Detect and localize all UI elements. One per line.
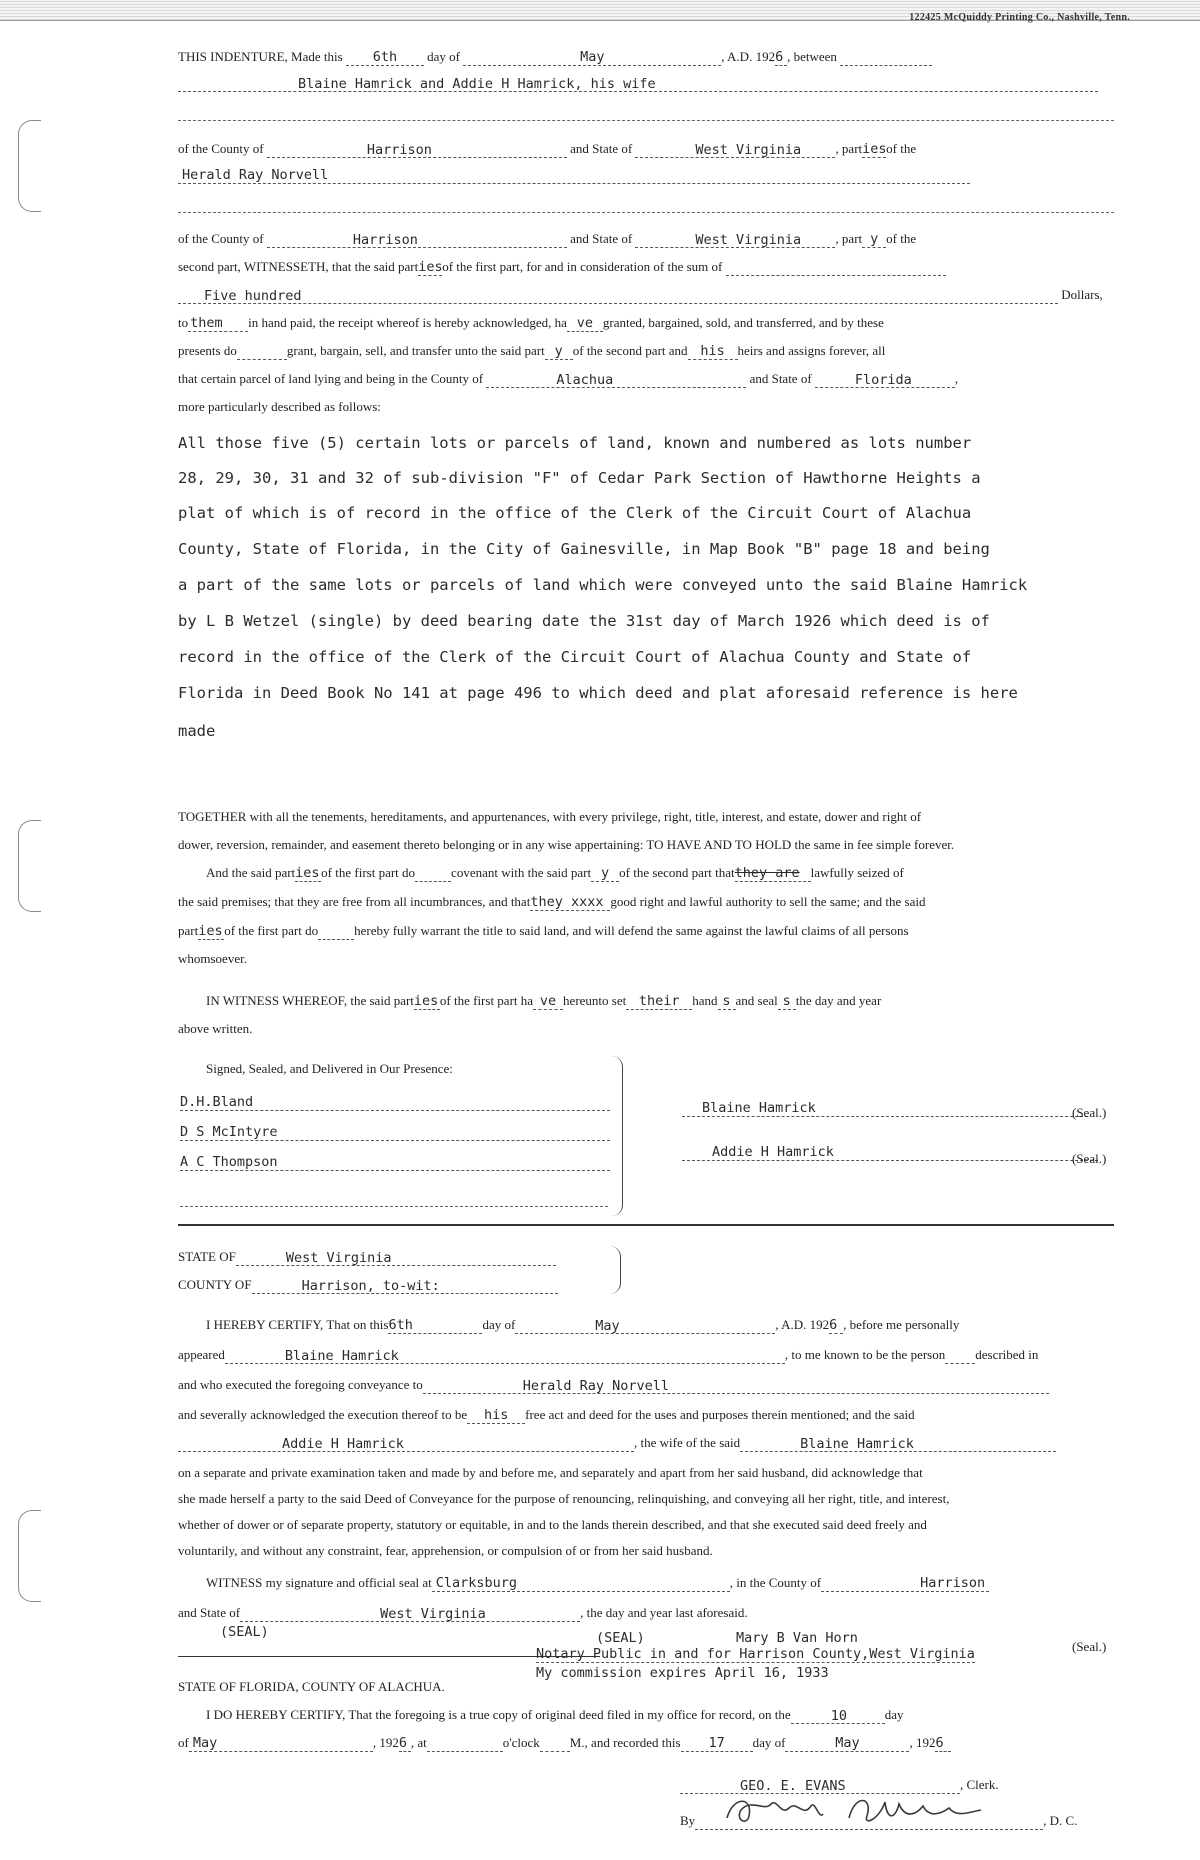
above-written: above written. [178, 1021, 253, 1036]
notary-title: Notary Public in and for Harrison County,West Virginia [536, 1646, 975, 1662]
deputy-line: By , D. C. [680, 1812, 1114, 1830]
notary-name: Mary B Van Horn [736, 1630, 858, 1646]
indenture-line: THIS INDENTURE, Made this 6th day of May , A.D. 1926 , between [178, 48, 1114, 66]
appeared-line: appeared Blaine Hamrick , to me known to be the person described in [178, 1347, 1039, 1364]
blank-line [178, 120, 1114, 121]
seal-label: (Seal.) [1072, 1105, 1107, 1120]
covenant-line: And the said parties of the first part do covenant with the said part y of the second part thatthey are lawfully seized of [206, 865, 904, 881]
state-brace [610, 1246, 621, 1294]
recording-certify-line: I DO HEREBY CERTIFY, That the foregoing is a true copy of original deed filed in my office for record, on the 10 day [206, 1707, 904, 1724]
recording-header: STATE OF FLORIDA, COUNTY OF ALACHUA. [178, 1679, 445, 1694]
exam-line: on a separate and private examination taken and made by and before me, and separately and apart from her said husband, did acknowledge that [178, 1465, 923, 1480]
deputy-signature-line [695, 1812, 1043, 1830]
description-line: record in the office of the Clerk of the Circuit Court of Alachua County and State of [178, 648, 972, 666]
blank-line [180, 1206, 608, 1207]
witnesseth-line: second part, WITNESSETH, that the said partiesof the first part, for and in consideration of the sum of [178, 258, 1114, 276]
severally-line: and severally acknowledged the execution thereof to be his free act and deed for the uses and purposes therein mentioned; and the said [178, 1407, 915, 1423]
notary-place-line: WITNESS my signature and official seal at Clarksburg , in the County of Harrison [178, 1574, 1114, 1592]
sum-line: Five hundred Dollars, [178, 286, 1114, 304]
ack-state: West Virginia [236, 1249, 556, 1266]
witness-signature: A C Thompson [180, 1154, 610, 1171]
witness-whereof-line: IN WITNESS WHEREOF, the said parties of the first part ha ve hereunto set their hand s and seal s the day and year [206, 993, 882, 1009]
clerk-name: GEO. E. EVANS [680, 1777, 960, 1794]
certify-line: I HEREBY CERTIFY, That on this6th day of May , A.D. 1926 , before me personally [206, 1317, 960, 1334]
grantee-state: West Virginia [635, 231, 835, 248]
description-line: by L B Wetzel (single) by deed bearing date the 31st day of March 1926 which deed is of [178, 612, 990, 630]
exam-line: whether of dower or of separate property, statutory or equitable, in and to the lands therein described, and that she executed said deed freely and [178, 1517, 927, 1532]
grantor-county-line: of the County of Harrison and State of West Virginia , partiesof the [178, 141, 917, 158]
indenture-day: 6th [346, 48, 424, 66]
covenant-line: the said premises; that they are free from all incumbrances, and thatthey xxxx good right and lawful authority to sell the same; and the said [178, 894, 926, 910]
description-line: plat of which is of record in the office of the Clerk of the Circuit Court of Alachua [178, 504, 972, 522]
seal-label: (Seal.) [1072, 1639, 1107, 1654]
grantor-name: Blaine Hamrick and Addie H Hamrick, his wife [178, 75, 1098, 92]
clerk-line: GEO. E. EVANS , Clerk. [680, 1776, 1114, 1794]
description-line: All those five (5) certain lots or parcels of land, known and numbered as lots number [178, 434, 972, 452]
grantor-county: Harrison [267, 141, 567, 158]
receipt-line: to them in hand paid, the receipt whereof is hereby acknowledged, ha ve granted, bargained, sold, and transferred, and by these [178, 315, 884, 331]
sum-amount: Five hundred [178, 287, 1058, 304]
description-line: a part of the same lots or parcels of land which were conveyed unto the said Blaine Hamrick [178, 576, 1028, 594]
signature-brace [612, 1056, 623, 1216]
exam-line: she made herself a party to the said Deed of Conveyance for the purpose of renouncing, relinquishing, and conveying all her right, title, and interest, [178, 1491, 950, 1506]
executed-line: and who executed the foregoing conveyance to Herald Ray Norvell [178, 1376, 1114, 1394]
ack-county-line: COUNTY OF Harrison, to-wit: [178, 1276, 1114, 1294]
notary-state-line: and State of West Virginia , the day and year last aforesaid. [178, 1605, 748, 1622]
seal-stamp-mid: (SEAL) [596, 1630, 645, 1646]
section-divider [178, 1224, 1114, 1226]
binder-hole [18, 120, 41, 212]
binder-hole [18, 820, 41, 912]
seal-divider [178, 1656, 600, 1657]
parcel-line: that certain parcel of land lying and being in the County of Alachua and State of Florida , [178, 371, 959, 388]
seal-label: (Seal.) [1072, 1151, 1107, 1166]
recording-date-line: of May , 1926 , at o'clock M., and recorded this 17 day of May , 1926 [178, 1734, 1114, 1752]
grantee-county-line: of the County of Harrison and State of West Virginia , part y of the [178, 231, 917, 248]
description-label: more particularly described as follows: [178, 399, 381, 414]
ack-county: Harrison, to-wit: [252, 1277, 558, 1294]
land-county: Alachua [486, 371, 746, 388]
seal-stamp-left: (SEAL) [220, 1624, 269, 1640]
together-line: TOGETHER with all the tenements, hereditaments, and appurtenances, with every privilege, right, title, interest, and estate, dower and right of [178, 809, 922, 824]
binder-hole [18, 1510, 41, 1602]
description-line: made [178, 722, 216, 740]
wife-line: Addie H Hamrick , the wife of the said Blaine Hamrick [178, 1434, 1114, 1452]
grantee-county: Harrison [267, 231, 567, 248]
printer-imprint: 122425 McQuiddy Printing Co., Nashville, Tenn. [909, 12, 1130, 23]
description-line: Florida in Deed Book No 141 at page 496 to which deed and plat aforesaid reference is here [178, 684, 1018, 702]
grantor-state: West Virginia [635, 141, 835, 158]
description-line: 28, 29, 30, 31 and 32 of sub-division "F" of Cedar Park Section of Hawthorne Heights a [178, 469, 981, 487]
blank-line [178, 212, 1114, 213]
land-state: Florida [815, 371, 955, 388]
ack-state-line: STATE OF West Virginia [178, 1248, 1114, 1266]
presence-label: Signed, Sealed, and Delivered in Our Presence: [206, 1061, 453, 1076]
presents-line: presents do grant, bargain, sell, and transfer unto the said part y of the second part and his heirs and assigns forever, all [178, 343, 886, 359]
whomsoever: whomsoever. [178, 951, 247, 966]
grantor-signature: Addie H Hamrick [682, 1144, 1098, 1161]
description-line: County, State of Florida, in the City of Gainesville, in Map Book "B" page 18 and being [178, 540, 990, 558]
commission-expiry: My commission expires April 16, 1933 [536, 1665, 829, 1681]
together-line: dower, reversion, remainder, and easement thereto belonging or in any wise appertaining: TO HAVE AND TO HOLD the same in fee simple forever. [178, 837, 955, 852]
grantee-name: Herald Ray Norvell [178, 166, 970, 184]
witness-signature: D S McIntyre [180, 1124, 610, 1141]
witness-signature: D.H.Bland [180, 1094, 610, 1111]
grantee-line [178, 166, 1114, 184]
exam-line: voluntarily, and without any constraint, fear, apprehension, or compulsion of or from her said husband. [178, 1543, 713, 1558]
deputy-signature-scribble [719, 1790, 1019, 1830]
covenant-line: parties of the first part do hereby fully warrant the title to said land, and will defend the same against the lawful claims of all persons [178, 923, 909, 939]
indenture-year: 6 [775, 48, 787, 66]
grantor-line [178, 74, 1114, 92]
grantor-signature: Blaine Hamrick [682, 1100, 1088, 1117]
indenture-month: May [463, 48, 721, 66]
